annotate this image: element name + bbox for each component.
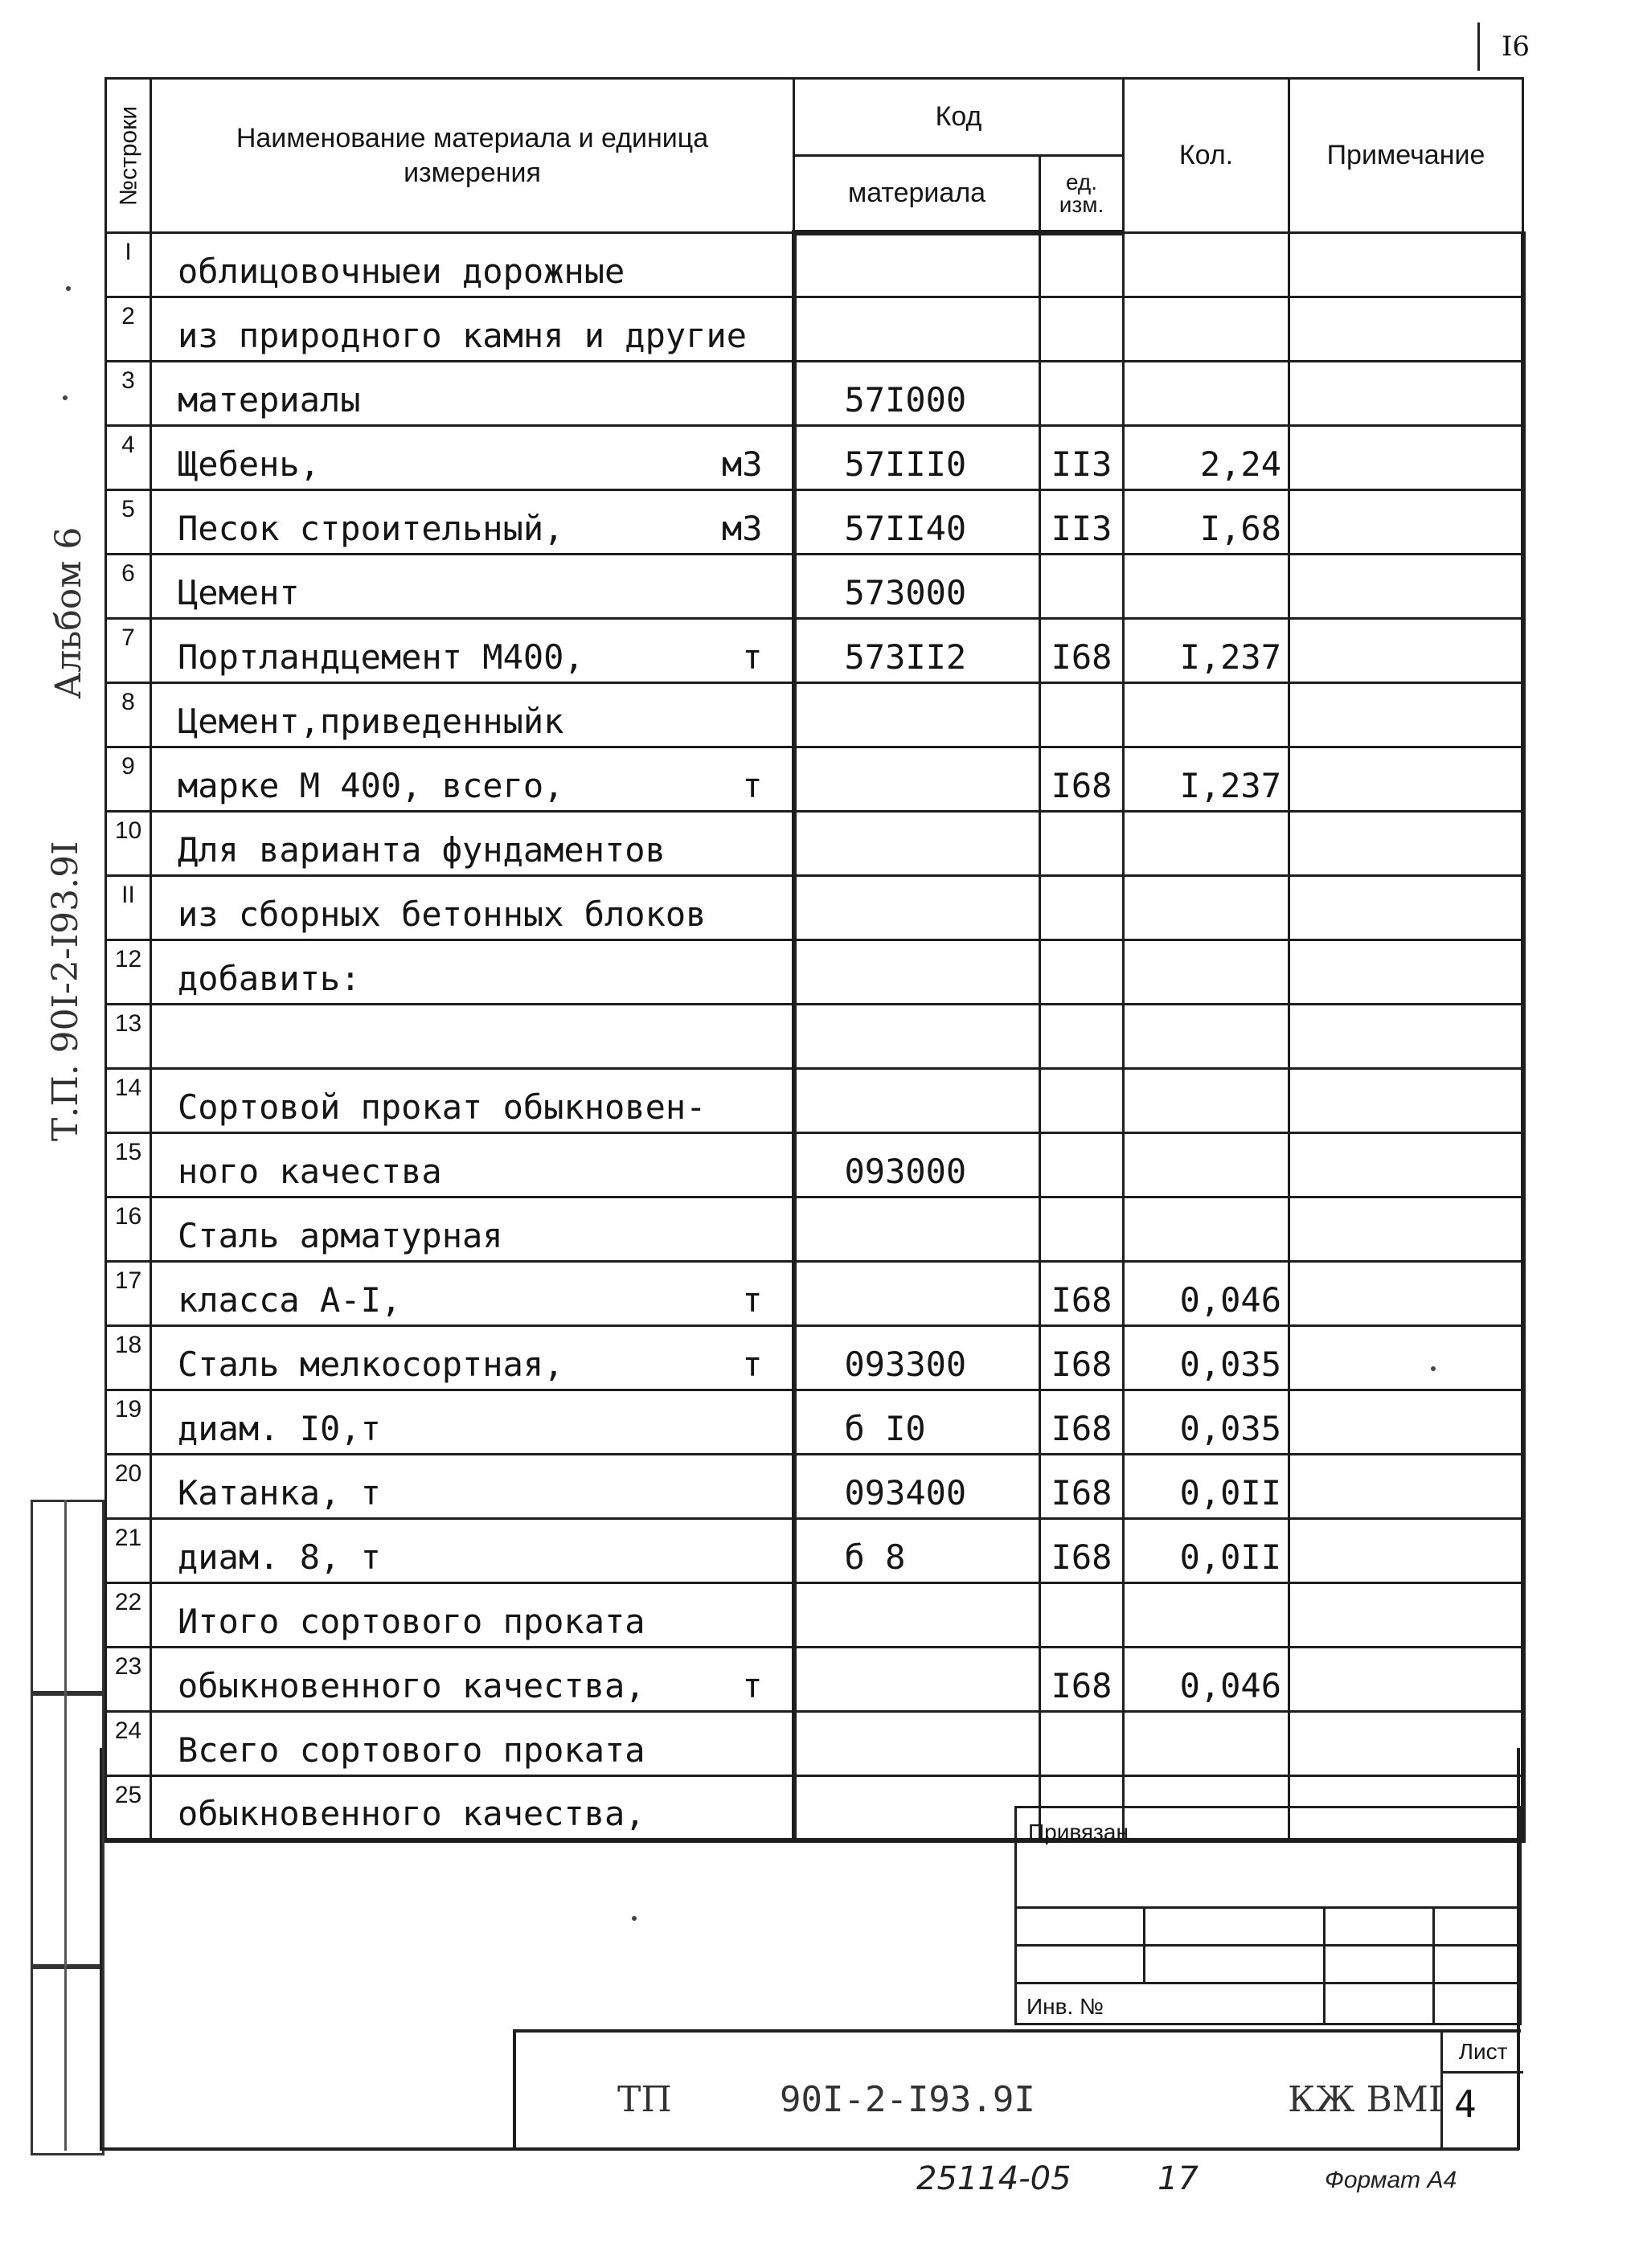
material-name-cell (151, 1648, 794, 1712)
scan-speck (1431, 1366, 1436, 1371)
title-block-mark: КЖ ВМI (1288, 2079, 1443, 2120)
quantity: I,237 (1124, 747, 1289, 812)
code-header: Код (794, 79, 1124, 156)
copy-number: 17 (1158, 2160, 1199, 2197)
material-unit: т (742, 1345, 763, 1384)
material-name-cell (151, 1776, 794, 1840)
material-name: Итого сортового проката (178, 1602, 645, 1641)
sheet-label: Лист (1443, 2033, 1523, 2074)
row-number: 23 (106, 1648, 151, 1712)
row-number: 10 (106, 812, 151, 876)
material-name: Песок строительный, (178, 509, 564, 548)
material-code (794, 1648, 1040, 1712)
material-name-cell (151, 1133, 794, 1197)
table-row (106, 940, 1523, 1005)
material-name-cell (151, 490, 794, 555)
table-row (106, 1326, 1523, 1390)
material-name: Сортовой прокат обыкновен- (178, 1087, 707, 1127)
quantity (1124, 1197, 1289, 1262)
quantity: 0,046 (1124, 1648, 1289, 1712)
row-number: 9 (106, 747, 151, 812)
note (1289, 1005, 1523, 1069)
table-row (106, 297, 1523, 362)
material-name: обыкновенного качества, (178, 1666, 645, 1705)
material-name-cell (151, 297, 794, 362)
row-number: 8 (106, 683, 151, 747)
material-unit (763, 1409, 777, 1448)
material-code: 57III0 (794, 426, 1040, 490)
material-code: 57I000 (794, 362, 1040, 426)
material-name: Катанка, т (178, 1473, 381, 1513)
material-code: б 8 (794, 1519, 1040, 1583)
row-number: 14 (106, 1069, 151, 1133)
row-number: 22 (106, 1583, 151, 1648)
row-number: 19 (106, 1390, 151, 1455)
unit-code (1040, 812, 1124, 876)
unit-code (1040, 1712, 1124, 1776)
material-name: Сталь арматурная (178, 1216, 503, 1255)
quantity (1124, 1712, 1289, 1776)
unit-code-header: ед. изм. (1040, 156, 1124, 233)
unit-code (1040, 555, 1124, 619)
note (1289, 1133, 1523, 1197)
material-name-cell (151, 1326, 794, 1390)
sheet-column (1440, 2033, 1523, 2150)
material-code: б I0 (794, 1390, 1040, 1455)
material-name-cell (151, 1069, 794, 1133)
row-number: II (106, 876, 151, 940)
unit-code (1040, 1069, 1124, 1133)
quantity (1124, 1005, 1289, 1069)
material-name-cell (151, 940, 794, 1005)
quantity: 2,24 (1124, 426, 1289, 490)
material-code (794, 747, 1040, 812)
table-row (106, 1133, 1523, 1197)
format-label: Формат А4 (1325, 2167, 1457, 2193)
quantity: 0,0II (1124, 1455, 1289, 1519)
quantity (1124, 233, 1289, 297)
page-number: I6 (1502, 31, 1530, 63)
material-name: добавить: (178, 959, 361, 998)
table-row (106, 1712, 1523, 1776)
quantity: I,68 (1124, 490, 1289, 555)
unit-code (1040, 362, 1124, 426)
unit-code: I68 (1040, 1455, 1124, 1519)
row-number: 7 (106, 619, 151, 683)
material-unit (763, 1216, 777, 1255)
note (1289, 426, 1523, 490)
note (1289, 233, 1523, 297)
material-code: 573II2 (794, 619, 1040, 683)
row-number: 25 (106, 1776, 151, 1840)
row-number: 18 (106, 1326, 151, 1390)
material-code-header: материала (794, 156, 1040, 233)
material-unit (763, 959, 777, 998)
table-row (106, 490, 1523, 555)
material-name-cell (151, 233, 794, 297)
page-number-rule (1477, 23, 1480, 71)
row-number: 12 (106, 940, 151, 1005)
material-name: облицовочныеи дорожные (178, 252, 625, 291)
material-unit (763, 316, 777, 355)
table-row (106, 1390, 1523, 1455)
unit-code (1040, 1197, 1124, 1262)
material-unit (763, 1602, 777, 1641)
material-name: Цемент (178, 573, 300, 612)
quantity (1124, 362, 1289, 426)
material-name-cell (151, 876, 794, 940)
quantity (1124, 1133, 1289, 1197)
quantity-header: Кол. (1124, 79, 1289, 233)
material-code (794, 1262, 1040, 1326)
material-name: марке М 400, всего, (178, 766, 564, 805)
unit-code: I68 (1040, 1519, 1124, 1583)
quantity (1124, 683, 1289, 747)
title-block (513, 2029, 1521, 2150)
table-row (106, 812, 1523, 876)
material-unit (763, 1794, 777, 1833)
quantity: 0,035 (1124, 1326, 1289, 1390)
album-label: Альбом 6 (48, 526, 89, 699)
row-number: 5 (106, 490, 151, 555)
material-name-cell (151, 362, 794, 426)
unit-code (1040, 233, 1124, 297)
row-number: 16 (106, 1197, 151, 1262)
table-row (106, 1519, 1523, 1583)
note (1289, 297, 1523, 362)
material-unit: т (742, 1280, 763, 1320)
material-code (794, 297, 1040, 362)
note (1289, 1648, 1523, 1712)
note (1289, 1262, 1523, 1326)
material-unit (763, 380, 777, 420)
material-name: диам. I0,т (178, 1409, 381, 1448)
material-name: из сборных бетонных блоков (178, 895, 707, 934)
material-name: обыкновенного качества, (178, 1793, 645, 1833)
quantity (1124, 297, 1289, 362)
material-code (794, 812, 1040, 876)
table-row (106, 683, 1523, 747)
title-block-tp: ТП (617, 2079, 672, 2120)
table-row (106, 426, 1523, 490)
inventory-label: Инв. № (1016, 1983, 1325, 2024)
material-code (794, 233, 1040, 297)
row-number-header: №строки (106, 79, 151, 233)
table-row (106, 555, 1523, 619)
quantity (1124, 876, 1289, 940)
sheet-number: 4 (1454, 2082, 1477, 2126)
material-name-cell (151, 1005, 794, 1069)
material-unit (763, 252, 777, 291)
left-stamp-rule (64, 1500, 67, 2151)
note (1289, 683, 1523, 747)
unit-code: II3 (1040, 490, 1124, 555)
material-name-cell (151, 619, 794, 683)
row-number: 21 (106, 1519, 151, 1583)
scan-speck (632, 1916, 637, 1921)
left-stamp-box-upper (31, 1500, 104, 1696)
project-code-side: Т.П. 90I-2-I93.9I (45, 841, 86, 1141)
table-row (106, 876, 1523, 940)
row-number: 24 (106, 1712, 151, 1776)
quantity (1124, 812, 1289, 876)
table-row (106, 1262, 1523, 1326)
row-number: 3 (106, 362, 151, 426)
unit-code: I68 (1040, 619, 1124, 683)
unit-code (1040, 1005, 1124, 1069)
material-code: 57II40 (794, 490, 1040, 555)
material-unit (763, 1730, 777, 1770)
material-name: из природного камня и другие (178, 316, 748, 355)
quantity (1124, 1583, 1289, 1648)
note (1289, 876, 1523, 940)
material-code (794, 1005, 1040, 1069)
binding-stamp (1014, 1806, 1522, 2025)
unit-code (1040, 876, 1124, 940)
material-name: класса А-I, (178, 1280, 402, 1320)
material-unit: м3 (721, 509, 763, 548)
material-code: 093400 (794, 1455, 1040, 1519)
material-unit (763, 1473, 777, 1513)
material-code (794, 876, 1040, 940)
unit-code (1040, 940, 1124, 1005)
note (1289, 1455, 1523, 1519)
material-name-cell (151, 747, 794, 812)
bottom-frame-left (100, 1748, 102, 2150)
material-name: диам. 8, т (178, 1537, 381, 1577)
quantity (1124, 1069, 1289, 1133)
material-unit (763, 830, 777, 870)
note (1289, 1197, 1523, 1262)
note (1289, 555, 1523, 619)
material-name: Для варианта фундаментов (178, 830, 666, 870)
unit-code: I68 (1040, 1262, 1124, 1326)
material-code (794, 1776, 1040, 1840)
title-block-code: 90I-2-I93.9I (780, 2079, 1035, 2120)
row-number: 17 (106, 1262, 151, 1326)
table-row (106, 1069, 1523, 1133)
material-name: Сталь мелкосортная, (178, 1345, 564, 1384)
material-name-cell (151, 1712, 794, 1776)
material-name: Щебень, (178, 444, 321, 484)
unit-code: II3 (1040, 426, 1124, 490)
material-name: Портландцемент М400, (178, 637, 584, 677)
table-row (106, 362, 1523, 426)
material-name: ного качества (178, 1152, 442, 1191)
material-unit (763, 1152, 777, 1191)
material-code (794, 683, 1040, 747)
unit-code (1040, 683, 1124, 747)
material-unit (763, 895, 777, 934)
quantity: I,237 (1124, 619, 1289, 683)
note (1289, 1519, 1523, 1583)
material-code: 573000 (794, 555, 1040, 619)
note (1289, 1326, 1523, 1390)
material-unit (763, 573, 777, 612)
note (1289, 1712, 1523, 1776)
quantity (1124, 555, 1289, 619)
table-row (106, 1005, 1523, 1069)
row-number: I (106, 233, 151, 297)
material-name-cell (151, 555, 794, 619)
quantity (1124, 940, 1289, 1005)
quantity: 0,046 (1124, 1262, 1289, 1326)
material-name: материалы (178, 380, 361, 420)
unit-code (1040, 1583, 1124, 1648)
material-name-cell (151, 1390, 794, 1455)
note (1289, 1069, 1523, 1133)
scan-speck (63, 395, 68, 400)
material-name: Всего сортового проката (178, 1730, 645, 1770)
row-number: 15 (106, 1133, 151, 1197)
note (1289, 1583, 1523, 1648)
note (1289, 747, 1523, 812)
material-unit: т (742, 766, 763, 805)
binding-title: Привязан (1016, 1807, 1521, 1908)
material-unit: т (742, 637, 763, 677)
material-name-header: Наименование материала и единица измерения (151, 79, 794, 233)
scan-speck (66, 286, 71, 291)
unit-code: I68 (1040, 747, 1124, 812)
note (1289, 1390, 1523, 1455)
material-code (794, 1712, 1040, 1776)
material-name-cell (151, 1262, 794, 1326)
material-code (794, 940, 1040, 1005)
unit-code: I68 (1040, 1326, 1124, 1390)
note (1289, 812, 1523, 876)
material-code (794, 1069, 1040, 1133)
note (1289, 940, 1523, 1005)
material-name-cell (151, 812, 794, 876)
note-header: Примечание (1289, 79, 1523, 233)
row-number: 20 (106, 1455, 151, 1519)
order-number: 25114-05 (916, 2160, 1071, 2197)
material-unit: т (742, 1666, 763, 1705)
material-name: Цемент,приведенныйк (178, 702, 564, 741)
row-number: 13 (106, 1005, 151, 1069)
material-unit: м3 (721, 444, 763, 484)
material-name-cell (151, 1519, 794, 1583)
material-name-cell (151, 683, 794, 747)
table-row (106, 619, 1523, 683)
left-stamp-box-middle (31, 1691, 104, 1969)
unit-code: I68 (1040, 1390, 1124, 1455)
row-number: 2 (106, 297, 151, 362)
unit-code (1040, 297, 1124, 362)
table-row (106, 747, 1523, 812)
material-name-cell (151, 426, 794, 490)
quantity: 0,035 (1124, 1390, 1289, 1455)
table-row (106, 1648, 1523, 1712)
material-unit (763, 1087, 777, 1127)
row-number: 4 (106, 426, 151, 490)
note (1289, 490, 1523, 555)
row-number: 6 (106, 555, 151, 619)
material-spec-table (104, 77, 1526, 1843)
material-unit (763, 1537, 777, 1577)
material-name-cell (151, 1583, 794, 1648)
material-code: 093000 (794, 1133, 1040, 1197)
table-row (106, 1583, 1523, 1648)
note (1289, 362, 1523, 426)
quantity: 0,0II (1124, 1519, 1289, 1583)
table-row (106, 1455, 1523, 1519)
material-name-cell (151, 1197, 794, 1262)
material-name-cell (151, 1455, 794, 1519)
unit-code (1040, 1133, 1124, 1197)
note (1289, 619, 1523, 683)
material-code (794, 1583, 1040, 1648)
material-unit (763, 702, 777, 741)
left-stamp-box-lower (31, 1964, 104, 2155)
table-row (106, 1197, 1523, 1262)
unit-code: I68 (1040, 1648, 1124, 1712)
material-code: 093300 (794, 1326, 1040, 1390)
material-code (794, 1197, 1040, 1262)
table-row (106, 233, 1523, 297)
